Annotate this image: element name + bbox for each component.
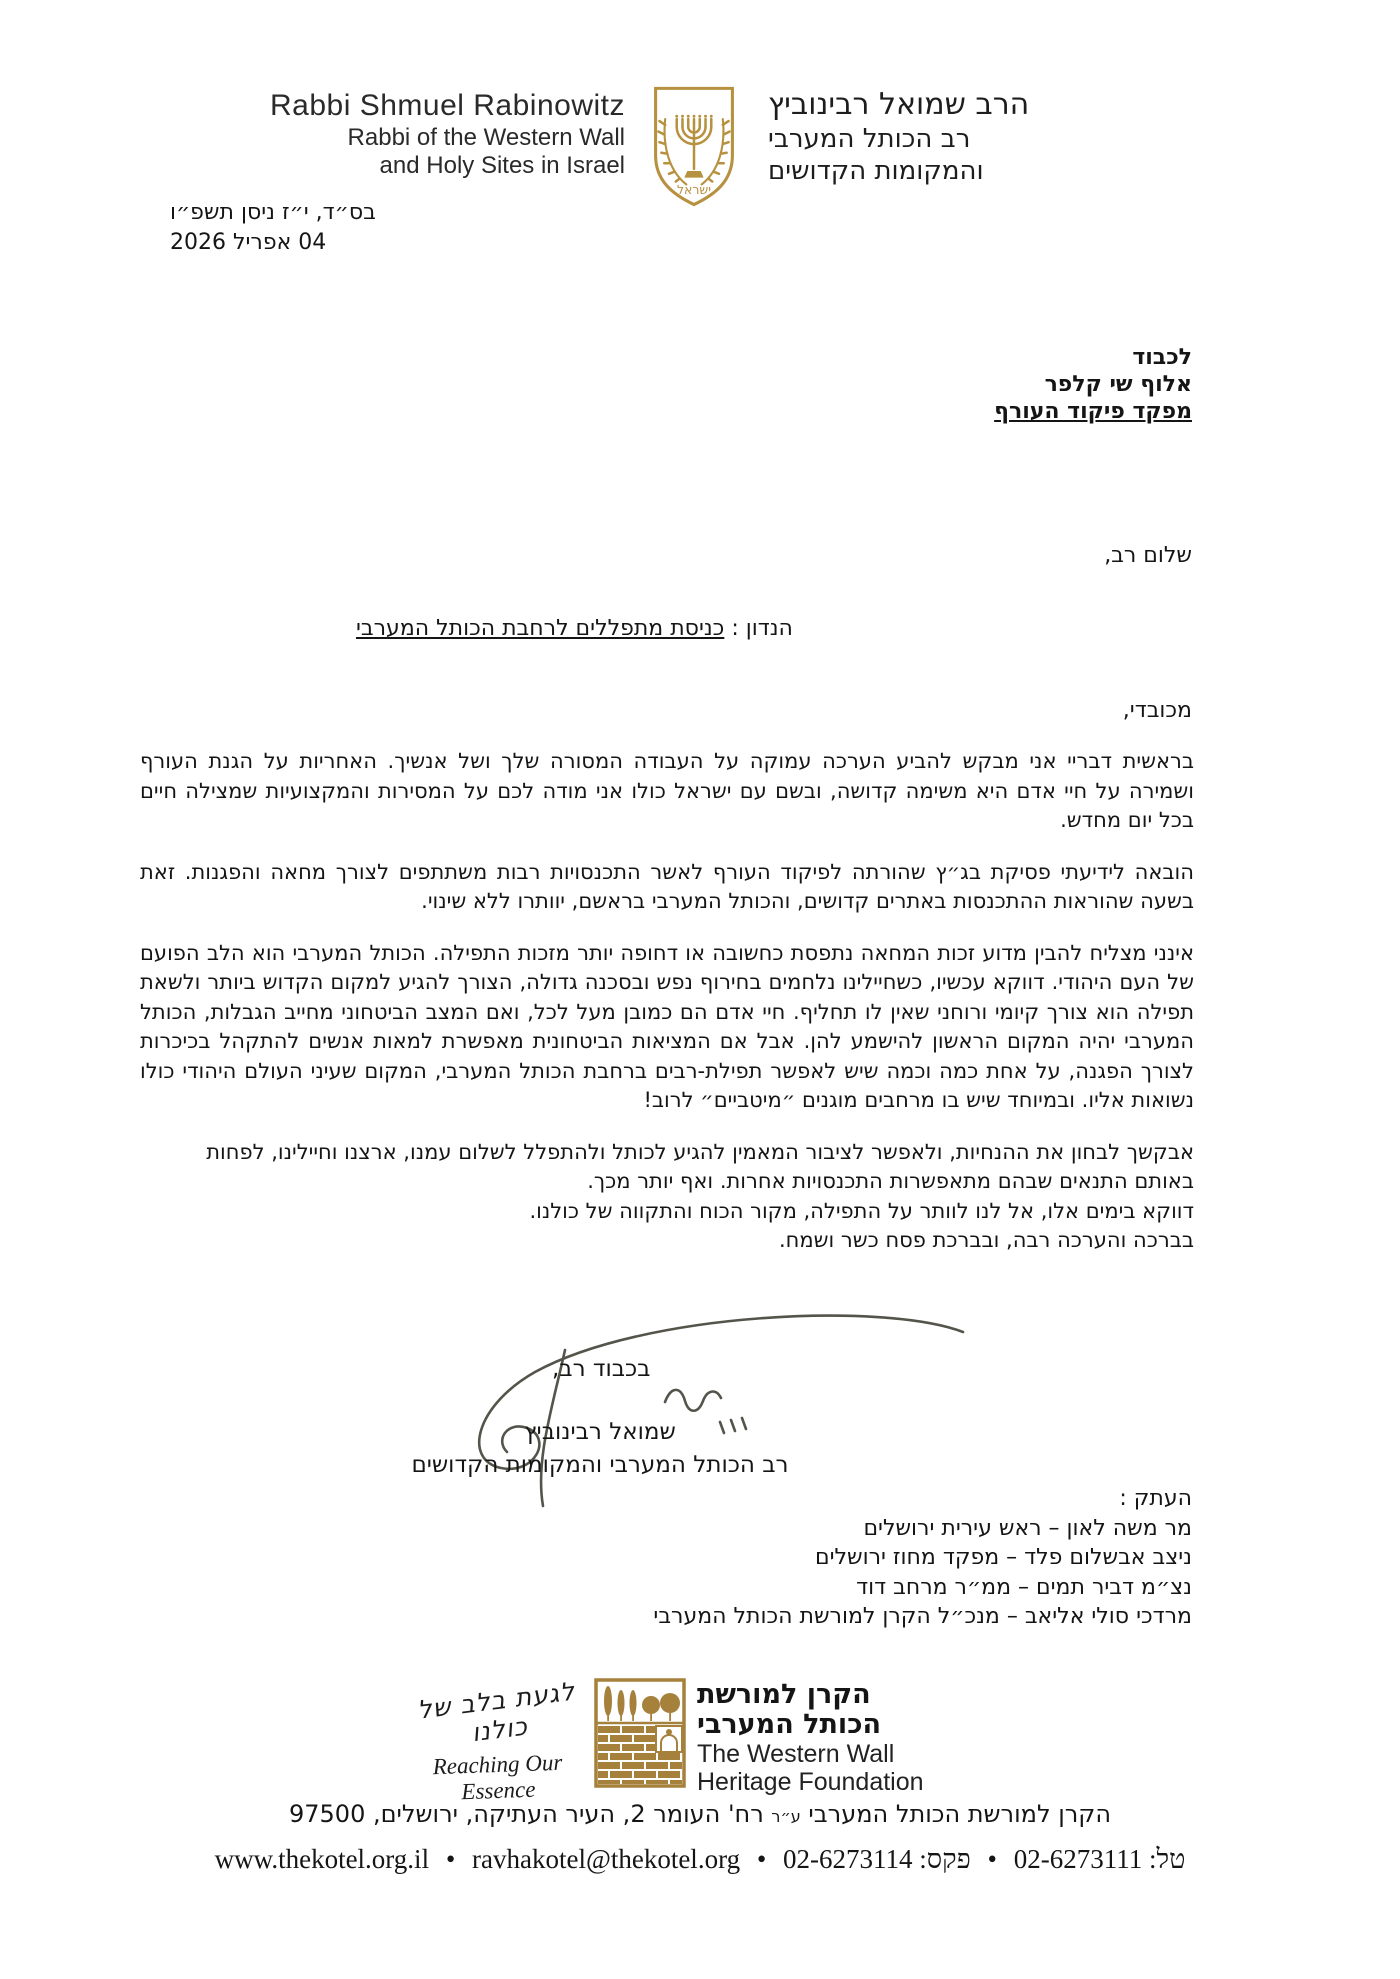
recipient-salutation: לכבוד [1132, 345, 1192, 370]
hebrew-name: הרב שמואל רבינוביץ [768, 87, 1030, 122]
separator-dot: • [445, 1844, 456, 1874]
reaching-our-essence-logo [398, 1676, 598, 1805]
foundation-name-block [697, 1680, 924, 1796]
foundation-hebrew-line1: הקרן למורשת [697, 1679, 871, 1710]
slogan-hebrew: לגעת בלב של כולנו [415, 1676, 577, 1748]
fax-number: 02-6273114 [783, 1844, 913, 1874]
letter-body [140, 747, 1194, 1256]
address-post: רח' העומר 2, העיר העתיקה, ירושלים, 97500 [288, 1800, 764, 1828]
paragraph-2: הובאה לידיעתי פסיקת בג״ץ שהורתה לפיקוד העורף לאשר התכנסויות רבות משתתפים לצורך מחאה והפגנות. זאת בשעה שהוראות ההתכנסות באתרים קדושים, והכותל המערבי בראשם, יוותרו ללא שינוי. [140, 859, 1194, 913]
letterhead-english [270, 88, 625, 180]
email-address: ravhakotel@thekotel.org [472, 1844, 741, 1874]
recipient-title: מפקד פיקוד העורף [994, 399, 1192, 424]
tel-label: טל: [1148, 1844, 1186, 1874]
recipient-name: אלוף שי קלפר [1044, 372, 1192, 397]
paragraph-1: בראשית דבריי אני מבקש להביע הערכה עמוקה על העבודה המסורה שלך ושל אנשיך. האחריות על הגנת העורף ושמירה על חיי אדם היא משימה קדושה, ובשם עם ישראל כולו אני מודה לכם על המסירות והמקצועיות שמצילה חיים בכל יום מחדש. [140, 749, 1194, 832]
separator-dot: • [987, 1844, 997, 1874]
subject-label: הנדון : [731, 616, 793, 641]
foundation-hebrew-line2: הכותל המערבי [697, 1709, 882, 1740]
footer-address [0, 1800, 1400, 1828]
closing-line-1: דווקא בימים אלו, אל לנו לוותר על התפילה, מקור הכוח והתקווה של כולנו. [529, 1198, 1194, 1223]
address-er: ע״ר [771, 1807, 801, 1826]
signer-name: שמואל רבינוביץ [524, 1419, 676, 1445]
paragraph-4: אבקשך לבחון את ההנחיות, ולאפשר לציבור המאמין להגיע לכותל ולהתפלל לשלום עמנו, ארצנו וחיילינו, לפחות באותם התנאים שבהם מתאפשרות התכנסויות אחרות. ואף יותר מכך. [206, 1139, 1194, 1193]
subject-line [356, 616, 793, 641]
closing-line-2: בברכה והערכה רבה, ובברכת פסח כשר ושמח. [779, 1228, 1194, 1252]
hebrew-title-line1: רב הכותל המערבי [768, 124, 971, 154]
foundation-english-line1: The Western Wall [697, 1740, 895, 1768]
cc-entry-1: מר משה לאון – ראש עירית ירושלים [863, 1515, 1192, 1541]
date-block [170, 198, 376, 258]
paragraph-3: אינני מצליח להבין מדוע זכות המחאה נתפסת כחשובה או דחופה יותר מזכות התפילה. הכותל המערבי הוא הלב הפועם של העם היהודי. דווקא עכשיו, כשחיילינו נלחמים בחירוף נפש ובסכנה גדולה, הצורך להגיע למקום הקדוש ביותר ולשאת תפילה הוא צורך קיומי ורוחני שאין לו תחליף. חיי אדם הם כמובן מעל לכל, ואם המצב הביטחוני מחייב הגבלות, הכותל המערבי יהיה המקום הראשון להישמע להן. אבל אם המציאות הביטחונית מאפשרת למאות אנשים להתקהל בכיכרות לצורך הפגנה, על אחת כמה וכמה שיש לאפשר תפילת-רבים ברחבת הכותל המערבי, המקום שעיני העולם היהודי כולו נשואות אליו. ובמיוחד שיש בו מרחבים מוגנים ״מיטביים״ לרוב! [140, 940, 1194, 1112]
fax-label: פקס: [919, 1844, 971, 1874]
western-wall-logo-icon [594, 1678, 686, 1792]
english-name: Rabbi Shmuel Rabinowitz [269, 89, 625, 122]
greeting: שלום רב, [1104, 543, 1192, 568]
cc-block [653, 1484, 1192, 1632]
english-title-line2: and Holy Sites in Israel [379, 152, 625, 179]
cc-label: העתק : [1119, 1486, 1192, 1511]
subject-text: כניסת מתפללים לרחבת הכותל המערבי [356, 616, 725, 641]
tel-number: 02-6273111 [1013, 1844, 1143, 1874]
letterhead-hebrew [768, 86, 1029, 187]
cc-entry-4: מרדכי סולי אליאב – מנכ״ל הקרן למורשת הכותל המערבי [653, 1604, 1192, 1629]
signature-closing: בכבוד רב, [552, 1356, 651, 1382]
separator-dot: • [756, 1844, 767, 1874]
english-title-line1: Rabbi of the Western Wall [347, 124, 625, 151]
signer-block [340, 1416, 860, 1482]
israel-state-emblem-icon [646, 82, 742, 214]
foundation-english-line2: Heritage Foundation [697, 1768, 924, 1796]
hebrew-date: בס״ד, י״ז ניסן תשפ״ו [170, 200, 376, 225]
emblem-caption: ישראל [676, 182, 712, 197]
cc-entry-2: ניצב אבשלום פלד – מפקד מחוז ירושלים [815, 1545, 1192, 1570]
address-pre: הקרן למורשת הכותל המערבי [808, 1800, 1112, 1828]
website-url: www.thekotel.org.il [214, 1844, 430, 1874]
hebrew-title-line2: והמקומות הקדושים [768, 156, 984, 186]
footer-contact [0, 1844, 1400, 1875]
recipient-block [994, 344, 1192, 425]
cc-entry-3: נצ״מ דביר תמים – ממ״ר מרחב דוד [856, 1574, 1192, 1600]
slogan-english: Reaching Our Essence [432, 1749, 563, 1805]
gregorian-date: 04 אפריל 2026 [170, 230, 327, 255]
opening-salutation: מכובדי, [1122, 698, 1192, 723]
signer-title: רב הכותל המערבי והמקומות הקדושים [411, 1452, 789, 1478]
